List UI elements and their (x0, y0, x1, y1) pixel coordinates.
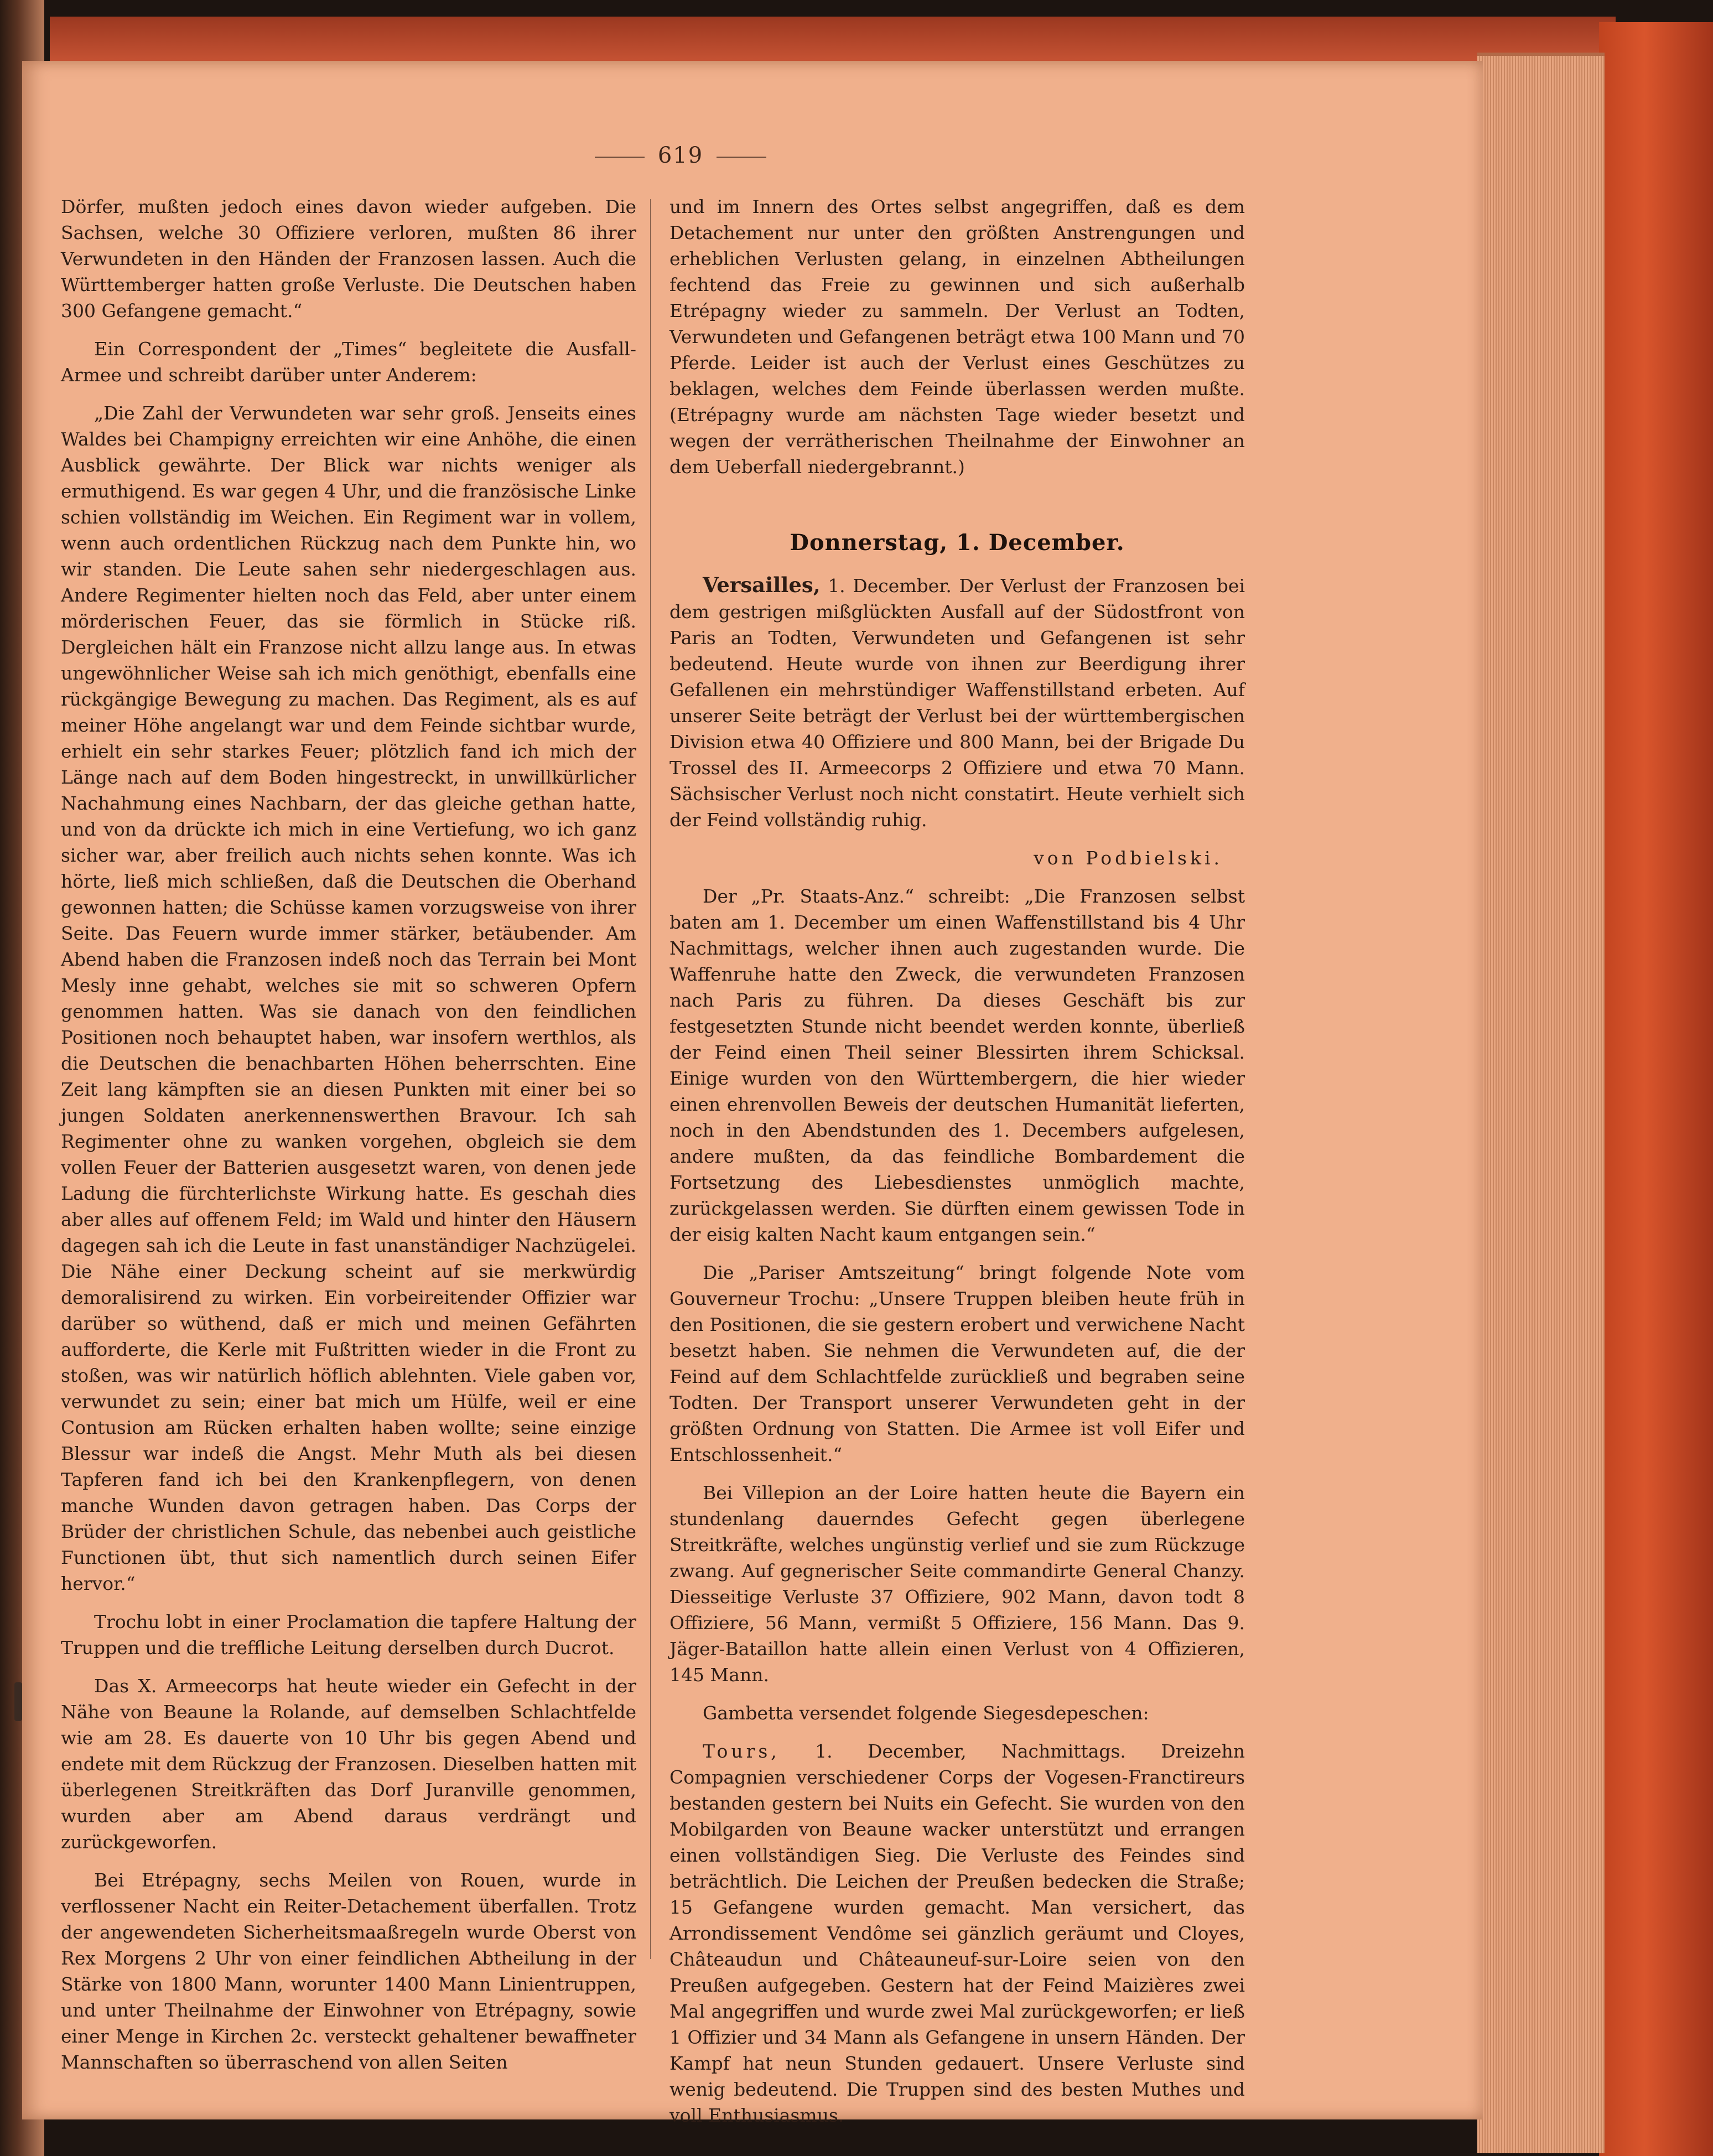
paragraph: Bei Villepion an der Loire hatten heute die Bayern ein stundenlang dauerndes Gefecht gegen überlegene Streitkräfte, welches ungünstig verlief und sie zum Rückzuge zwang. Auf gegnerischer Seite commandirte General Chanzy. Diesseitige Verluste 37 Offiziere, 902 Mann, davon todt 8 Offiziere, 56 Mann, vermißt 5 Offiziere, 156 Mann. Das 9. Jäger-Bataillon hatte allein einen Verlust von 4 Offizieren, 145 Mann. (669, 1482, 1245, 1686)
paragraph: Der „Pr. Staats-Anz.“ schreibt: „Die Franzosen selbst baten am 1. December um einen Waffenstillstand bis 4 Uhr Nachmittags, welcher ihnen auch zugestanden wurde. Die Waffenruhe hatte den Zweck, die verwundeten Franzosen nach Paris zu führen. Da dieses Geschäft bis zur festgesetzten Stunde nicht beendet werden konnte, überließ der Feind einen Theil seiner Blessirten ihrem Schicksal. Einige wurden von den Württembergern, die hier wieder einen ehrenvollen Beweis der deutschen Humanität lieferten, noch in den Abendstunden des 1. Decembers aufgelesen, andere mußten, da das feindliche Bombardement die Fortsetzung des Liebesdienstes unmöglich machte, zurückgelassen werden. Sie dürften einem gewissen Tode in der eisig kalten Nacht kaum entgangen sein.“ (669, 885, 1245, 1245)
paragraph: Das X. Armeecorps hat heute wieder ein Gefecht in der Nähe von Beaune la Rolande, auf demselben Schlachtfelde wie am 28. Es dauerte von 10 Uhr bis gegen Abend und endete mit dem Rückzug der Franzosen. Dieselben hatten mit überlegenen Streitkräften das Dorf Juranville genommen, wurden aber am Abend daraus verdrängt und zurückgeworfen. (61, 1675, 636, 1853)
paragraph: Dörfer, mußten jedoch eines davon wieder aufgeben. Die Sachsen, welche 30 Offiziere verloren, mußten 86 ihrer Verwundeten in den Händen der Franzosen lassen. Auch die Württemberger hatten große Verluste. Die Deutschen haben 300 Gefangene gemacht.“ (61, 196, 636, 322)
paragraph: Gambetta versendet folgende Siegesdepeschen: (703, 1702, 1149, 1724)
paragraph: Die „Pariser Amtszeitung“ bringt folgende Note vom Gouverneur Trochu: „Unsere Truppen bleiben heute früh in den Positionen, die sie gestern erobert und verwichene Nacht besetzt haben. Sie nehmen die Verwundeten auf, die der Feind auf dem Schlachtfelde zurückließ und begraben seine Todten. Der Transport unserer Verwundeten geht in der größten Ordnung von Statten. Die Armee ist voll Eifer und Entschlossenheit.“ (669, 1262, 1245, 1465)
paragraph (669, 1738, 1245, 2128)
paragraph: Ein Correspondent der „Times“ begleitete die Ausfall-Armee und schreibt darüber unter Anderem: (61, 338, 636, 386)
paragraph: und im Innern des Ortes selbst angegriffen, daß es dem Detachement nur unter den größten Anstrengungen und erheblichen Verlusten gelang, in einzelnen Abtheilungen fechtend das Freie zu gewinnen und sich außerhalb Etrépagny wieder zu sammeln. Der Verlust an Todten, Verwundeten und Gefangenen beträgt etwa 100 Mann und 70 Pferde. Leider ist auch der Verlust eines Geschützes zu beklagen, welches dem Feinde überlassen werden mußte. (Etrépagny wurde am nächsten Tage wieder besetzt und wegen der verrätherischen Theilnahme der Einwohner an dem Ueberfall niedergebrannt.) (669, 196, 1245, 478)
dateline-place: Versailles, (703, 573, 821, 597)
dateline-place: Tours, (703, 1740, 780, 1762)
paragraph: Bei Etrépagny, sechs Meilen von Rouen, wurde in verflossener Nacht ein Reiter-Detachement überfallen. Trotz der angewendeten Sicherheitsmaaßregeln wurde Oberst von Rex Morgens 2 Uhr von einer feindlichen Abtheilung in der Stärke von 1800 Mann, worunter 1400 Mann Linientruppen, und unter Theilnahme der Einwohner von Etrépagny, sowie einer Menge in Kirchen 2c. versteckt gehaltener bewaffneter Mannschaften so überraschend von allen Seiten (61, 1869, 636, 2073)
section-heading: Donnerstag, 1. December. (790, 530, 1125, 556)
right-column (669, 194, 1245, 2141)
book-cover-top (50, 17, 1616, 61)
page-number: 619 (570, 143, 791, 168)
page-stack-edge (1477, 53, 1605, 2153)
column-divider (650, 199, 651, 1959)
paragraph: Trochu lobt in einer Proclamation die tapfere Haltung der Truppen und die treffliche Leitung derselben durch Ducrot. (61, 1611, 636, 1659)
left-column (61, 194, 636, 2087)
binding-mark (14, 1682, 22, 1721)
paragraph (669, 572, 1245, 833)
signature: von Podbielski. (1034, 847, 1223, 869)
dateline-text: 1. December, Nachmittags. Dreizehn Compagnien verschiedener Corps der Vogesen-Franctireurs bestanden gestern bei Nuits ein Gefecht. Sie wurden von den Mobilgarden von Beaune wacker unterstützt und errangen einen vollständigen Sieg. Die Verluste des Feindes sind beträchtlich. Die Leichen der Preußen bedecken die Straße; 15 Gefangene wurden gemacht. Man versichert, das Arrondissement Vendôme sei gänzlich geräumt und Cloyes, Châteaudun und Châteauneuf-sur-Loire seien von den Preußen aufgegeben. Gestern hat der Feind Maizières zwei Mal angegriffen und wurde zwei Mal zurückgeworfen; er ließ 1 Offizier und 34 Mann als Gefangene in unsern Händen. Der Kampf hat neun Stunden gedauert. Unsere Verluste sind wenig bedeutend. Die Truppen sind des besten Muthes und voll Enthusiasmus. (669, 1740, 1245, 2126)
paragraph: „Die Zahl der Verwundeten war sehr groß. Jenseits eines Waldes bei Champigny erreichten wir eine Anhöhe, die einen Ausblick gewährte. Der Blick war nichts weniger als ermuthigend. Es war gegen 4 Uhr, und die französische Linke schien vollständig im Weichen. Ein Regiment war in vollem, wenn auch ordentlichen Rückzug nach dem Punkte hin, wo wir standen. Die Leute sahen sehr niedergeschlagen aus. Andere Regimenter hielten noch das Feld, aber unter einem mörderischen Feuer, das sie förmlich in Stücke riß. Dergleichen hält ein Franzose nicht allzu lange aus. In etwas ungewöhnlicher Weise sah ich mich genöthigt, ebenfalls eine rückgängige Bewegung zu machen. Das Regiment, als es auf meiner Höhe angelangt war und dem Feinde sichtbar wurde, erhielt ein sehr starkes Feuer; plötzlich fand ich mich der Länge nach auf dem Boden hingestreckt, in unwillkürlicher Nachahmung eines Nachbarn, der das gleiche gethan hatte, und von da drückte ich mich in eine Vertiefung, wo ich ganz sicher war, aber freilich auch nichts sehen konnte. Was ich hörte, ließ mich schließen, daß die Deutschen die Oberhand gewonnen hatten; die Schüsse kamen vorzugsweise von ihrer Seite. Das Feuern wurde immer stärker, betäubender. Am Abend haben die Franzosen indeß noch das Terrain bei Mont Mesly inne gehabt, welches sie mit so schweren Opfern genommen hatten. Was sie danach von den feindlichen Positionen noch behauptet haben, war insofern werthlos, als die Deutschen die benachbarten Höhen beherrschten. Eine Zeit lang kämpften sie an diesen Punkten mit einer bei so jungen Soldaten anerkennenswerthen Bravour. Ich sah Regimenter ohne zu wanken vorgehen, obgleich sie dem vollen Feuer der Batterien ausgesetzt waren, von denen jede Ladung die fürchterlichste Wirkung hatte. Es geschah dies aber alles auf offenem Feld; im Wald und hinter den Häusern dagegen sah ich die Leute in fast unanständiger Nachzügelei. Die Nähe einer Deckung scheint auf sie merkwürdig demoralisirend zu wirken. Ein vorbeireitender Offizier war darüber so wüthend, daß er mich und meinen Gefährten aufforderte, die Kerle mit Fußtritten wieder in die Front zu stoßen, was wir natürlich höflich ablehnten. Viele gaben vor, verwundet zu sein; einer bat mich um Hülfe, weil er eine Contusion am Rücken erhalten haben wollte; seine einzige Blessur war indeß die Angst. Mehr Muth als bei diesen Tapferen fand ich bei den Krankenpflegern, von denen manche Wunden davon getragen haben. Das Corps der Brüder der christlichen Schule, das nebenbei auch geistliche Functionen übt, thut sich namentlich durch seinen Eifer hervor.“ (61, 402, 636, 1594)
dateline-text: 1. December. Der Verlust der Franzosen bei dem gestrigen mißglückten Ausfall auf der Südostfront von Paris an Todten, Verwundeten und Gefangenen ist sehr bedeutend. Heute wurde von ihnen zur Beerdigung ihrer Gefallenen ein mehrstündiger Waffenstillstand erbeten. Auf unserer Seite beträgt der Verlust bei der württembergischen Division etwa 40 Offiziere und 800 Mann, bei der Brigade Du Trossel des II. Armeecorps 2 Offiziere und etwa 70 Mann. Sächsischer Verlust noch nicht constatirt. Heute verhielt sich der Feind vollständig ruhig. (669, 575, 1245, 831)
book-cover-edge (1599, 22, 1713, 2156)
